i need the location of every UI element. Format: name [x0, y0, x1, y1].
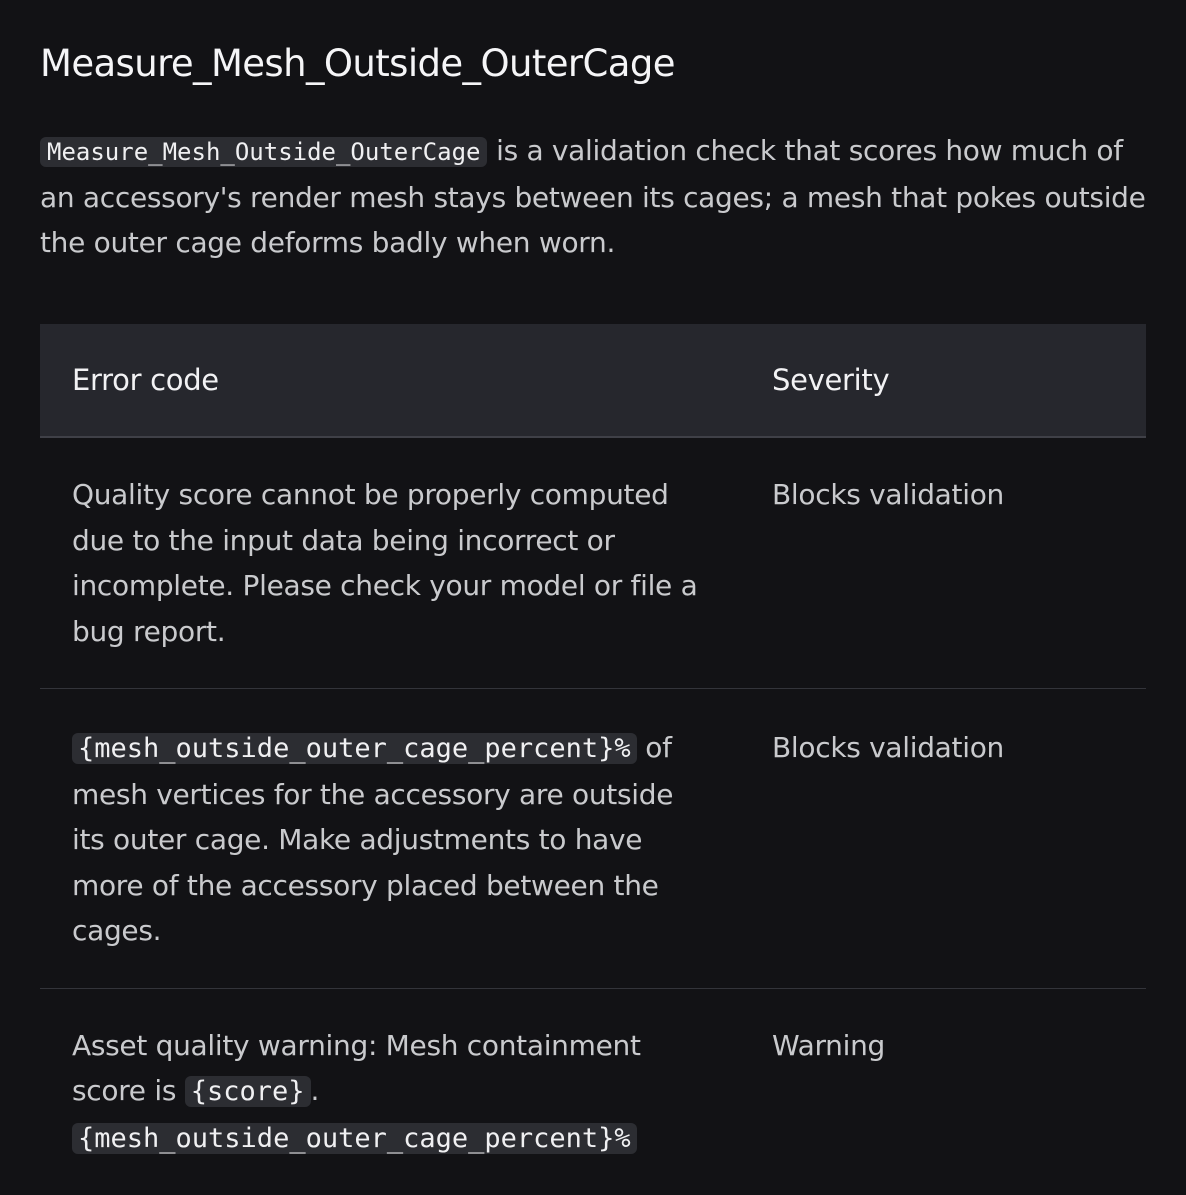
- error-codes-table: [40, 324, 1146, 1195]
- error-message: of mesh vertices for the accessory are outside its outer cage. Make adjustments to have more of the accessory placed between the cages.: [72, 731, 674, 947]
- table-row: [40, 988, 1146, 1195]
- intro-paragraph: [40, 128, 1146, 265]
- error-message-post: .: [310, 1074, 320, 1107]
- error-code-cell: [40, 988, 740, 1195]
- error-code-cell: [40, 437, 740, 689]
- header-severity: Severity: [740, 324, 1146, 437]
- severity-cell: Blocks validation: [772, 731, 1004, 764]
- table-row: [40, 437, 1146, 689]
- severity-cell: Warning: [772, 1028, 886, 1062]
- error-message: Quality score cannot be properly computed due to the input data being incorrect or incomplete. Please check your model or file a bug report.: [72, 478, 698, 648]
- error-message-pre: Asset quality warning: Mesh containment score is: [72, 1028, 641, 1107]
- severity-cell: Blocks validation: [772, 478, 1004, 511]
- error-code-cell: [40, 689, 740, 989]
- inline-code-check-name: Measure_Mesh_Outside_OuterCage: [40, 137, 487, 167]
- header-error-code: Error code: [40, 324, 740, 437]
- inline-code-score: {score}: [185, 1076, 311, 1107]
- page-title: Measure_Mesh_Outside_OuterCage: [40, 42, 675, 85]
- inline-code-placeholder: {mesh_outside_outer_cage_percent}%: [72, 1123, 637, 1154]
- table-header-row: [40, 324, 1146, 437]
- table-row: [40, 689, 1146, 989]
- inline-code-placeholder: {mesh_outside_outer_cage_percent}%: [72, 733, 637, 764]
- intro-text: is a validation check that scores how much of an accessory's render mesh stays between its cages; a mesh that pokes outside the outer cage deforms badly when worn.: [40, 134, 1146, 259]
